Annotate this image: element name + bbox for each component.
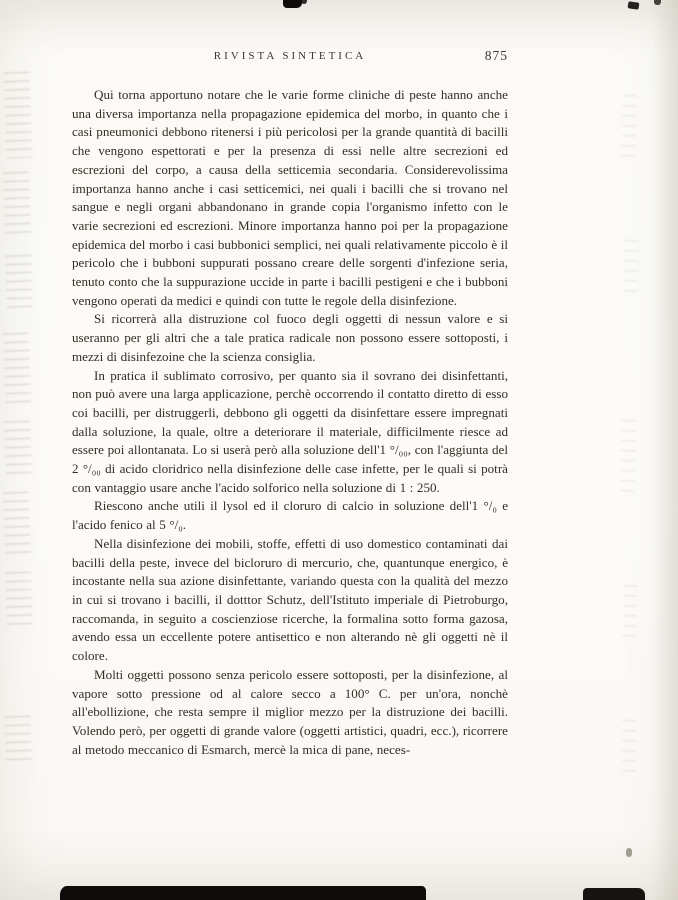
margin-annotation <box>4 72 33 159</box>
page-edge-shading <box>652 0 678 900</box>
margin-annotation <box>5 572 33 631</box>
scan-artifact <box>283 0 302 8</box>
margin-annotation <box>624 240 639 295</box>
scan-artifact <box>301 0 307 4</box>
margin-annotation <box>622 720 637 775</box>
margin-annotation <box>621 95 636 165</box>
scan-artifact <box>583 888 645 900</box>
text-block <box>72 86 508 759</box>
margin-annotation <box>4 421 32 478</box>
margin-annotation <box>3 492 31 559</box>
margin-annotation <box>5 255 33 314</box>
page-number: 875 <box>484 48 508 63</box>
margin-annotation <box>3 172 31 239</box>
paragraph-5: Nella disinfezione dei mobili, stoffe, effetti di uso domestico contaminati dai bacilli della peste, invece del bicloruro di mercurio, che, quantunque energico, è incostante nella sua azione disinfettante, variando questa con la qualità del mezzo in cui si trovano i bacilli, il dotttor Schutz, dell'Istituto imperiale di Pietroburgo, raccomanda, in seguito a coscienziose ricerche, la formalina sotto forma gazosa, avendo essa un eccellente potere antisettico e non alterando nè gli oggetti nè il colore. <box>72 535 508 664</box>
margin-annotation <box>620 420 635 500</box>
journal-title: RIVISTA SINTETICA <box>213 50 367 62</box>
paragraph-4: Riescono anche utili il lysol ed il cloruro di calcio in soluzione dell'1 °/₀ e l'acido fenico al 5 °/₀. <box>72 498 508 533</box>
scan-artifact <box>628 1 640 9</box>
paragraph-3: In pratica il sublimato corrosivo, per quanto sia il sovrano dei disinfettanti, non può avere una larga applicazione, perchè occorrendo il contatto diretto di esso coi bacilli, per distruggerli, debbono gli oggetti da disinfettare essere impregnati dalla soluzione, la quale, oltre a deteriorare il materiale, difficilmente riesce ad essere poi allontanata. Lo si userà però alla soluzione dell'1 °/₀₀, con l'aggiunta del 2 °/₀₀ di acido cloridrico nella disinfezione delle case infette, per le quali si potrà con vantaggio usare anche l'acido solforico nella soluzione di 1 : 250. <box>72 367 508 495</box>
margin-annotation <box>622 585 637 645</box>
margin-annotation <box>3 333 31 406</box>
margin-annotation <box>4 716 32 765</box>
paragraph-2: Si ricorrerà alla distruzione col fuoco degli oggetti di nessun valore e si useranno per gli altri che a tale pratica radicale non possono essere sottoposti, i mezzi di disinfezoine che la scienza consiglia. <box>72 311 508 364</box>
paragraph-1: Qui torna apportuno notare che le varie forme cliniche di peste hanno anche una diversa importanza nella propagazione epidemica del morbo, in quanto che i casi pneumonici debbono ritenersi i più pericolosi per la grande quantità di bacilli che vengono espettorati e per la presenza di essi nelle altre secrezioni ed escrezioni del corpo, a causa della setticemia secondaria. Considerevolissima importanza hanno anche i casi setticemici, nei quali i bacilli che si trovano nel sangue e negli organi abbandonano in grande copia l'organismo infetto con le varie secrezioni ed escrezioni. Minore importanza hanno poi per la propagazione epidemica del morbo i casi bubbonici semplici, nei quali relativamente piccolo è il pericolo che i bubboni suppurati possano creare delle sorgenti d'infezione seria, tenuto conto che la suppurazione uccide in parte i bacilli pestigeni e che i bubboni vengono operati da medici e quindi con tutte le regole della disinfezione. <box>72 87 508 308</box>
scan-artifact <box>626 848 632 857</box>
paragraph-6: Molti oggetti possono senza pericolo essere sottoposti, per la disinfezione, al vapore sotto pressione od al calore secco a 100° C. per un'ora, nonchè all'ebollizione, che resta sempre il miglior mezzo per la distruzione dei bacilli. Volendo però, per oggetti di grande valore (oggetti artistici, quadri, ecc.), ricorrere al metodo meccanico di Esmarch, mercè la mica di pane, neces- <box>72 666 508 757</box>
page-header <box>72 50 508 68</box>
scan-artifact <box>654 0 661 5</box>
scan-artifact <box>60 886 426 900</box>
